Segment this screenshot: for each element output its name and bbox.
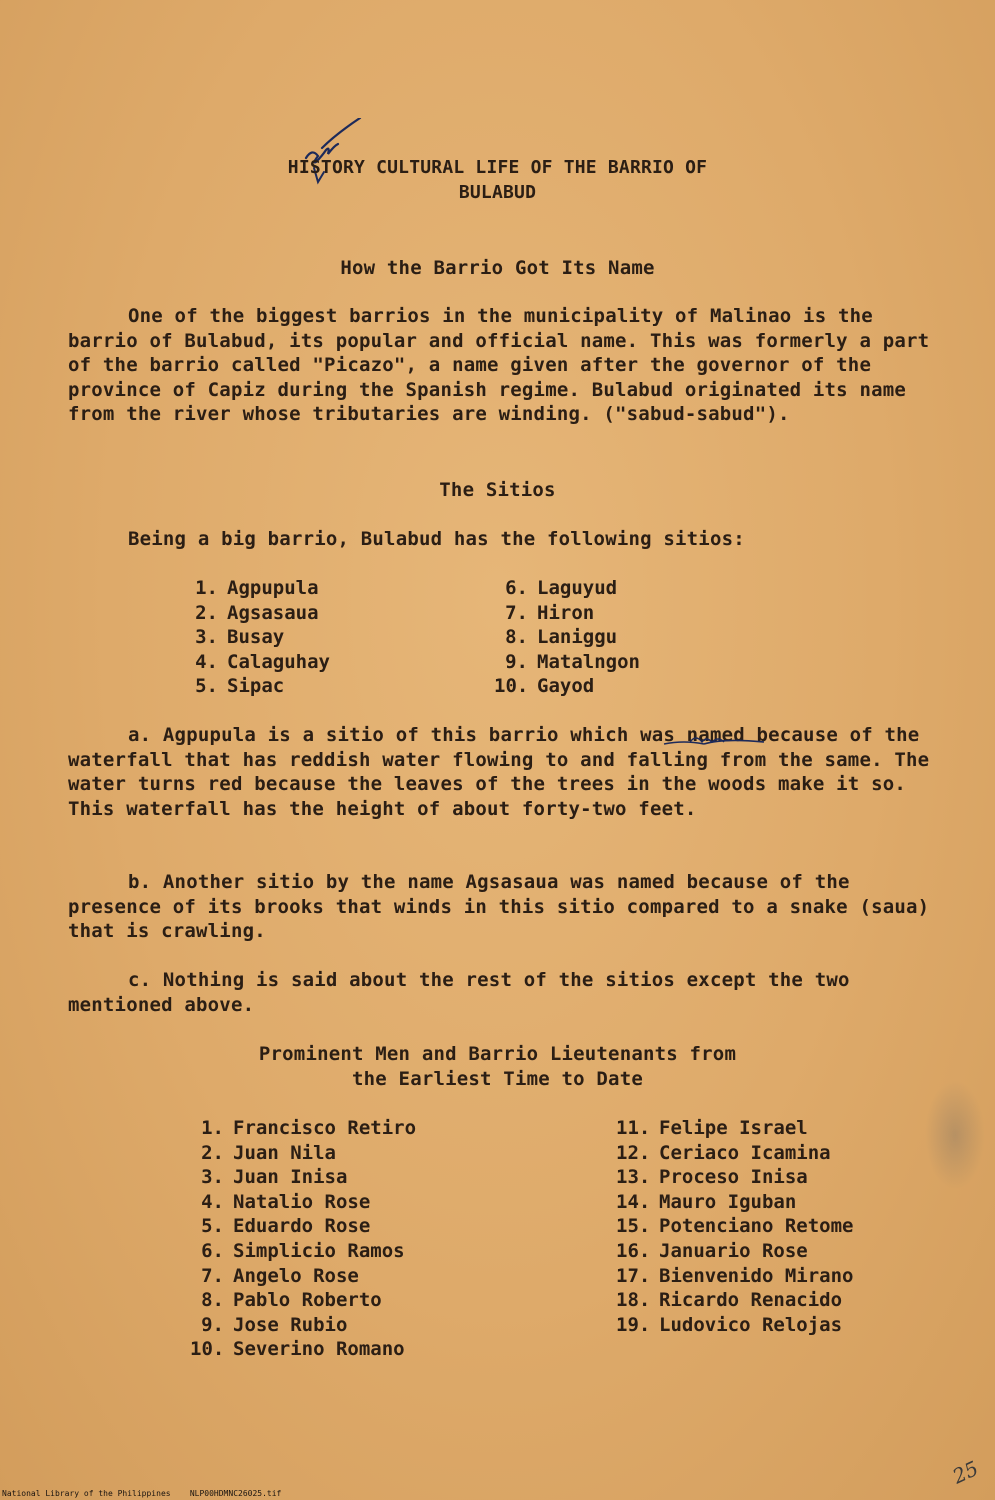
list-item: 9. Jose Rubio: [201, 1313, 348, 1336]
list-item: 11. Felipe Israel: [616, 1117, 808, 1139]
list-item: 10. Severino Romano: [190, 1338, 405, 1361]
list-item: 4. Natalio Rose: [201, 1190, 371, 1213]
sitios-list-col2: [494, 576, 640, 699]
list-item: 3. Juan Inisa: [201, 1166, 348, 1189]
document-title-line1: HISTORY CULTURAL LIFE OF THE BARRIO OF: [287, 157, 708, 178]
list-item: 1. Francisco Retiro: [201, 1117, 417, 1139]
section-heading-sitios: The Sitios: [439, 479, 556, 501]
document-title-line2: BULABUD: [458, 182, 537, 203]
section-heading-prominent-men-1: Prominent Men and Barrio Lieutenants from: [258, 1043, 737, 1065]
list-item: 15. Potenciano Retome: [616, 1215, 854, 1238]
list-item: 10. Gayod: [494, 675, 595, 698]
sitios-list-col1: [184, 576, 330, 699]
footer-file-id: NLP00HDMNC26025.tif: [189, 1489, 282, 1498]
list-item: 2. Agsasaua: [195, 601, 319, 624]
list-item: 18. Ricardo Renacido: [616, 1289, 843, 1312]
list-item: 5. Sipac: [195, 675, 285, 698]
section-heading-prominent-men-2: the Earliest Time to Date: [352, 1068, 643, 1090]
list-item: 12. Ceriaco Icamina: [616, 1141, 831, 1164]
list-item: 7. Angelo Rose: [201, 1264, 359, 1287]
list-item: 8. Laniggu: [505, 626, 618, 649]
paper-smudge: [925, 1080, 985, 1190]
list-item: 14. Mauro Iguban: [616, 1190, 797, 1213]
section-heading-barrio-name: How the Barrio Got Its Name: [340, 257, 655, 279]
scan-footer: [2, 1489, 281, 1498]
paragraph-c-rest: c. Nothing is said about the rest of the sitios except the two mentioned above.: [68, 969, 850, 1016]
list-item: 8. Pablo Roberto: [201, 1289, 382, 1312]
paragraph-a-agpupula: a. Agpupula is a sitio of this barrio which was named because of the waterfall that has reddish water flowing to and falling from the same. The water turns red because the leaves of the trees in the woods make it so. This waterfall has the height of about forty-two feet.: [68, 724, 930, 820]
list-item: 4. Calaguhay: [195, 650, 330, 673]
men-list-col1: [190, 1116, 416, 1362]
list-item: 19. Ludovico Relojas: [616, 1313, 843, 1336]
list-item: 13. Proceso Inisa: [616, 1166, 808, 1189]
list-item: 9. Matalngon: [505, 650, 640, 673]
list-item: 1. Agpupula: [195, 577, 319, 599]
list-item: 6. Laguyud: [505, 577, 618, 599]
handwritten-page-number: [948, 1450, 988, 1490]
page-number-text: 25: [948, 1456, 983, 1489]
list-item: 7. Hiron: [505, 601, 595, 624]
footer-library: National Library of the Philippines: [2, 1489, 171, 1498]
handwritten-correction-mark: [660, 726, 770, 752]
list-item: 6. Simplicio Ramos: [201, 1239, 405, 1262]
paragraph-b-agsasaua: b. Another sitio by the name Agsasaua was named because of the presence of its brooks that winds in this sitio compared to a snake (saua) that is crawling.: [68, 871, 930, 943]
men-list-col2: [616, 1116, 853, 1337]
list-item: 5. Eduardo Rose: [201, 1215, 371, 1238]
paragraph-barrio-name: One of the biggest barrios in the municipality of Malinao is the barrio of Bulabud, its popular and official name. This was formerly a part of the barrio called "Picazo", a name given after the governor of the province of Capiz during the Spanish regime. Bulabud originated its name from the river whose tributaries are winding. ("sabud-sabud").: [68, 305, 930, 426]
list-item: 3. Busay: [195, 626, 285, 649]
list-item: 17. Bienvenido Mirano: [616, 1264, 854, 1287]
list-item: 2. Juan Nila: [201, 1141, 336, 1164]
paragraph-sitios-intro: Being a big barrio, Bulabud has the following sitios:: [128, 528, 745, 550]
list-item: 16. Januario Rose: [616, 1239, 808, 1262]
